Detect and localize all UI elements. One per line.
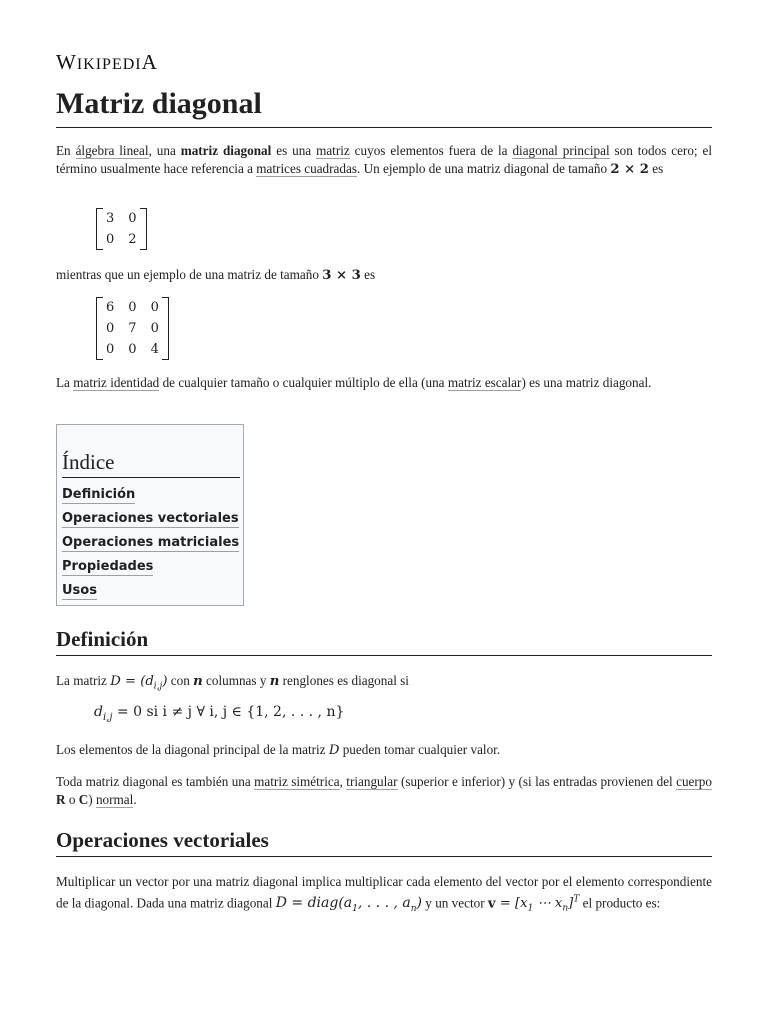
right-bracket: [162, 297, 169, 360]
matrix-cell: 0: [128, 211, 137, 226]
matrix-cell: 7: [128, 321, 137, 336]
paragraph-3x3-intro: mientras que un ejemplo de una matriz de tamaño 3 × 3 es: [56, 267, 376, 283]
matrix-cell: 0: [128, 300, 137, 315]
link-algebra-lineal[interactable]: álgebra lineal: [75, 143, 149, 158]
link-matriz[interactable]: matriz: [316, 143, 350, 158]
matrix-cell: 6: [106, 300, 115, 315]
matrix-cell: 0: [150, 300, 159, 315]
wikipedia-logo[interactable]: [56, 50, 158, 75]
matrix-cell: 0: [106, 342, 115, 357]
logo-letter: W: [56, 50, 77, 74]
identity-paragraph: La matriz identidad de cualquier tamaño o cualquier múltiplo de ella (una matriz escalar) es una matriz diagonal.: [56, 375, 652, 390]
matrix-cell: 0: [150, 321, 159, 336]
matrix-cell: 4: [150, 342, 159, 357]
toc-item-definicion[interactable]: Definición: [62, 487, 136, 502]
left-bracket: [96, 297, 103, 360]
vector-operations-paragraph: Multiplicar un vector por una matriz diagonal implica multiplicar cada elemento del vector por el elemento correspondiente de la diagonal. Dada una matriz diagonal $D = diag(a_1$, . . . , $a_n$) y un vector $v = [x_1$ ⋯ $x_n]^T$ el producto es:: [56, 874, 712, 915]
logo-letters: IKIPEDI: [76, 56, 142, 73]
matrix-cell: 0: [106, 232, 115, 247]
heading-definicion: Definición: [56, 625, 712, 656]
definition-paragraph: La matriz $D = (d_{i,j})$ con n columnas y n renglones es diagonal si: [56, 673, 409, 692]
link-matriz-identidad[interactable]: matriz identidad: [73, 375, 160, 390]
right-bracket: [140, 208, 147, 250]
logo-letter: A: [141, 50, 158, 74]
diagonal-values-paragraph: Los elementos de la diagonal principal de la matriz D pueden tomar cualquier valor.: [56, 742, 501, 758]
link-triangular[interactable]: triangular: [346, 774, 398, 789]
matrix-cell: 0: [128, 342, 137, 357]
matrix-3x3: [96, 297, 169, 360]
link-diagonal-principal[interactable]: diagonal principal: [512, 143, 610, 158]
definition-equation: $d_{i,j} = 0$ si i ≠ j ∀ i, j ∈ {1, 2, . . . , n}: [94, 704, 345, 723]
matrix-cell: 3: [106, 211, 115, 226]
link-matriz-escalar[interactable]: matriz escalar: [447, 375, 522, 390]
matrix-cell: 2: [128, 232, 137, 247]
toc-item-usos[interactable]: Usos: [62, 583, 97, 598]
page-title: Matriz diagonal: [56, 85, 712, 128]
heading-operaciones-vectoriales: Operaciones vectoriales: [56, 826, 712, 857]
toc-item-operaciones-vectoriales[interactable]: Operaciones vectoriales: [62, 511, 239, 526]
matrix-cell: 0: [106, 321, 115, 336]
symmetric-paragraph: Toda matriz diagonal es también una matriz simétrica, triangular (superior e inferior) y (si las entradas provienen del cuerpo R o C) normal.: [56, 774, 712, 807]
link-cuerpo[interactable]: cuerpo: [676, 774, 712, 789]
left-bracket: [96, 208, 103, 250]
intro-paragraph: En álgebra lineal, una matriz diagonal es una matriz cuyos elementos fuera de la diagonal principal son todos cero; el término usualmente hace referencia a matrices cuadradas. Un ejemplo de una matriz diagonal de tamaño 2 × 2 es: [56, 143, 712, 177]
toc-item-operaciones-matriciales[interactable]: Operaciones matriciales: [62, 535, 240, 550]
table-of-contents: [56, 424, 244, 606]
matrix-2x2: [96, 208, 147, 250]
toc-title: Índice: [62, 449, 240, 478]
link-matriz-simetrica[interactable]: matriz simétrica: [254, 774, 340, 789]
link-normal[interactable]: normal: [95, 792, 134, 807]
toc-item-propiedades[interactable]: Propiedades: [62, 559, 154, 574]
link-matrices-cuadradas[interactable]: matrices cuadradas: [256, 161, 357, 176]
